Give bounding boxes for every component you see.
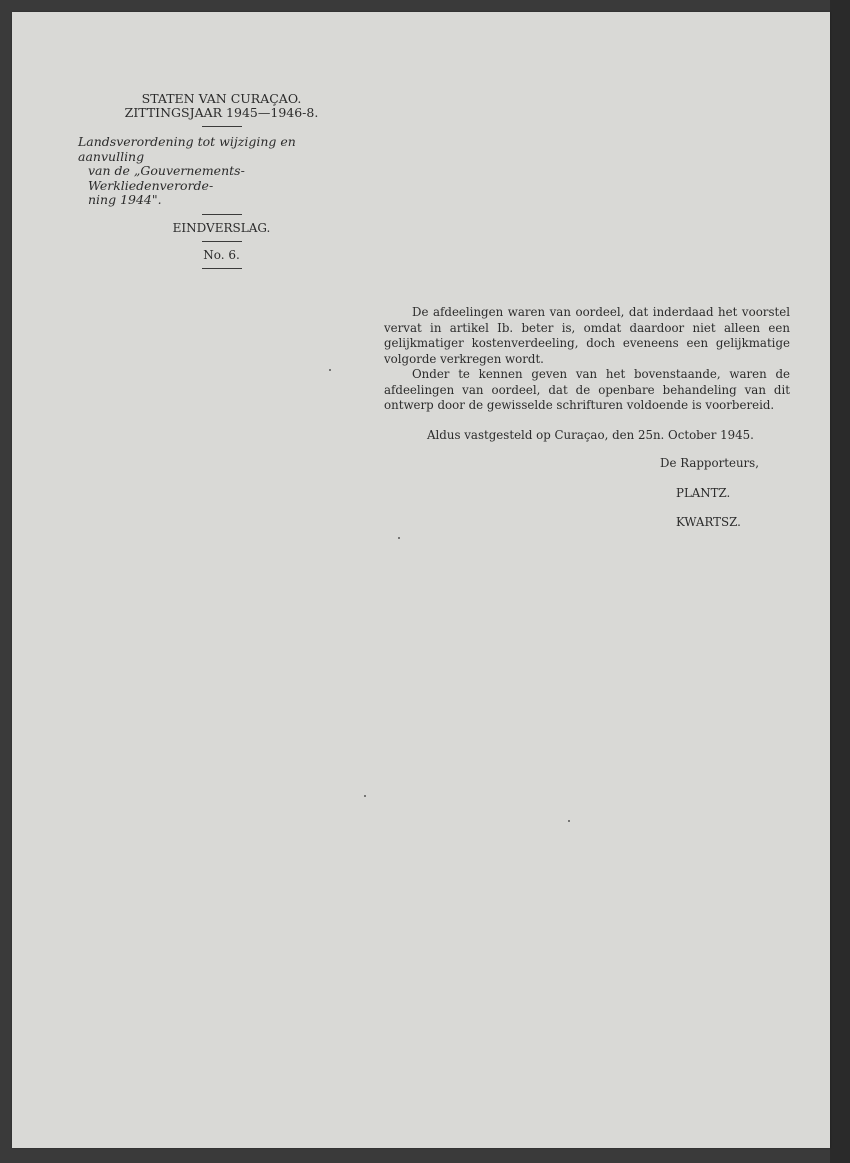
paper-speck bbox=[568, 820, 570, 822]
title-line-3: ning 1944". bbox=[88, 192, 162, 207]
report-divider bbox=[202, 241, 242, 242]
title-line-2: van de „Gouvernements-Werkliedenverorde- bbox=[88, 163, 245, 193]
closing-statement: Aldus vastgesteld op Curaçao, den 25n. October 1945. bbox=[427, 428, 754, 442]
document-header bbox=[78, 92, 365, 275]
institution-name: STATEN VAN CURAÇAO. bbox=[141, 91, 302, 106]
title-divider bbox=[202, 214, 242, 215]
ordinance-title bbox=[78, 135, 365, 208]
rapporteurs-label: De Rapporteurs, bbox=[660, 456, 759, 470]
body-paragraph-1: De afdeelingen waren van oordeel, dat inderdaad het voorstel vervat in artikel Ib. beter is, omdat daardoor niet alleen een gelijkmatiger kostenverdeeling, doch eveneens een gelijkmatige volgorde verkregen wordt. bbox=[384, 305, 790, 366]
signatory-kwartsz: KWARTSZ. bbox=[676, 515, 741, 529]
paper-speck bbox=[398, 537, 400, 539]
paper-speck bbox=[329, 369, 331, 371]
report-type: EINDVERSLAG. bbox=[172, 220, 271, 235]
session-year: ZITTINGSJAAR 1945—1946-8. bbox=[124, 105, 319, 120]
number-divider bbox=[202, 268, 242, 269]
document-number: No. 6. bbox=[203, 247, 240, 262]
header-divider bbox=[202, 126, 242, 127]
report-body bbox=[384, 305, 790, 414]
signatory-plantz: PLANTZ. bbox=[676, 486, 731, 500]
title-line-1: Landsverordening tot wijziging en aanvulling bbox=[78, 134, 296, 164]
paper-speck bbox=[364, 795, 366, 797]
body-paragraph-2: Onder te kennen geven van het bovenstaande, waren de afdeelingen van oordeel, dat de openbare behandeling van dit ontwerp door de gewisselde schrifturen voldoende is voorbereid. bbox=[384, 367, 790, 412]
scan-edge bbox=[830, 0, 850, 1163]
